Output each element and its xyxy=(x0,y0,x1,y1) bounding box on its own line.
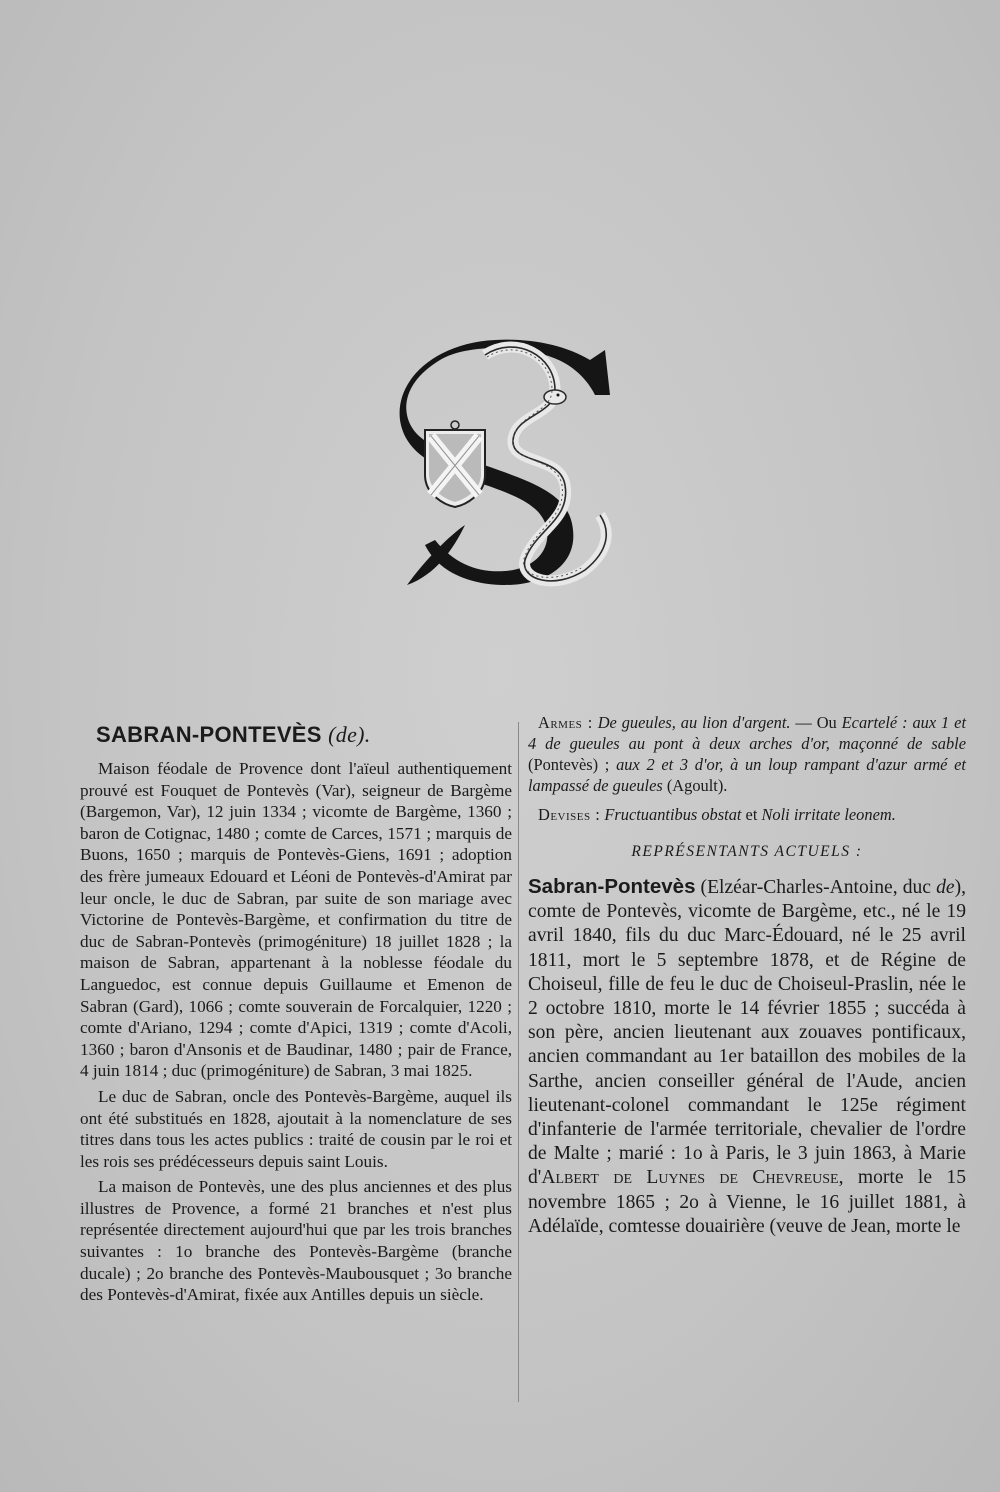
heraldic-shield-saltire xyxy=(425,421,485,507)
arms-label: Armes : xyxy=(538,713,593,732)
article-title-particle: (de). xyxy=(328,722,371,747)
left-column xyxy=(80,722,512,1310)
decorative-initial-s xyxy=(395,335,650,605)
entry-text-3: , morte le 15 novembre 1865 ; 2o à Vienne, le 16 juillet 1881, à Adélaïde, comtesse douairière (veuve de Jean, morte le xyxy=(528,1167,967,1237)
article-heading xyxy=(96,722,512,748)
article-title: SABRAN-PONTEVÈS xyxy=(96,722,322,747)
arms-paragraph xyxy=(528,712,966,796)
representative-entry xyxy=(528,875,966,1239)
representative-name: Sabran-Pontevès xyxy=(528,875,696,898)
paragraph-branches: La maison de Pontevès, une des plus anciennes et des plus illustres de Provence, a formé 21 branches et n'est plus représentée directement aujourd'hui que par les trois branches suivantes : 1o branche des Pontevès-Bargème (branche ducale) ; 2o branche des Pontevès-Maubousquet ; 3o branche des Pontevès-d'Amirat, fixée aux Antilles depuis un siècle. xyxy=(80,1177,512,1305)
representatives-heading: REPRÉSENTANTS ACTUELS : xyxy=(631,843,863,860)
arms-dash: — Ou xyxy=(790,713,842,732)
column-divider xyxy=(518,722,519,1402)
arms-blazon-3: aux 2 et 3 d'or, à un loup rampant d'azur armé et lampassé de gueules xyxy=(528,755,966,795)
motto-1: Fructuantibus obstat xyxy=(604,805,742,824)
mottos-label: Devises : xyxy=(538,805,601,824)
arms-blazon-2: Ecartelé : aux 1 et 4 de gueules au pont à deux arches d'or, maçonné de sable xyxy=(528,713,966,753)
arms-agoult: (Agoult). xyxy=(662,776,728,795)
paragraph-lineage: Maison féodale de Provence dont l'aïeul authentiquement prouvé est Fouquet de Pontevès (Var), seigneur de Bargème (Bargemon, Var), 12 juin 1334 ; vicomte de Bargème, 1360 ; baron de Cotignac, 1480 ; comte de Carces, 1571 ; marquis de Buons, 1650 ; marquis de Pontevès-Giens, 1691 ; adoption des frère jumeaux Edouard et Léoni de Pontevès-d'Amirat par leur oncle, le duc de Sabran, par suite de son mariage avec Victorine de Pontevès-Bargème, et confirmation du titre de duc de Sabran-Pontevès (primogéniture) 18 juillet 1828 ; la maison de Sabran, appartenant à la noblesse féodale du Languedoc, est connue depuis Guillaume et Emenon de Sabran (Gard), 1066 ; comte souverain de Forcalquier, 1220 ; comte d'Ariano, 1294 ; comte d'Apici, 1319 ; comte d'Acoli, 1360 ; baron d'Ansonis et de Baudinar, 1480 ; pair de France, 4 juin 1814 ; duc (primogéniture) de Sabran, 3 mai 1825. xyxy=(80,759,512,1081)
motto-2: Noli irritate leonem. xyxy=(761,805,896,824)
paragraph-duke: Le duc de Sabran, oncle des Pontevès-Bargème, auquel ils ont été substitués en 1828, ajoutait à la nomenclature de ses titres dans tous les actes publics : traité de cousin par le roi et les rois ses prédécesseurs depuis saint Louis. xyxy=(80,1086,512,1171)
arms-blazon-1: De gueules, au lion d'argent. xyxy=(597,713,791,732)
entry-text-1: (Elzéar-Charles-Antoine, duc xyxy=(695,877,937,898)
right-column xyxy=(528,712,966,1239)
mottos-paragraph xyxy=(528,804,966,825)
motto-connector: et xyxy=(741,805,762,824)
arms-pontevès: (Pontevès) ; xyxy=(528,755,617,774)
entry-text-2: ), comte de Pontevès, vicomte de Bargème, etc., né le 19 avril 1840, fils du duc Marc-Édouard, né le 25 avril 1811, mort le 5 septembre 1878, et de Régine de Choiseul, fille de feu le duc de Choiseul-Praslin, née le 2 octobre 1810, morte le 14 février 1855 ; succéda à son père, ancien lieutenant aux zouaves pontificaux, ancien commandant au 1er bataillon des mobiles de la Sarthe, ancien conseiller général de l'Aude, ancien lieutenant-colonel commandant le 125e régiment d'infanterie de l'armée territoriale, chevalier de l'ordre de Malte ; marié : 1o à Paris, le 3 juin 1863, à Marie d' xyxy=(528,877,966,1189)
entry-de: de xyxy=(936,877,955,898)
entry-smallcaps-name: Albert de Luynes de Chevreuse xyxy=(541,1167,839,1189)
